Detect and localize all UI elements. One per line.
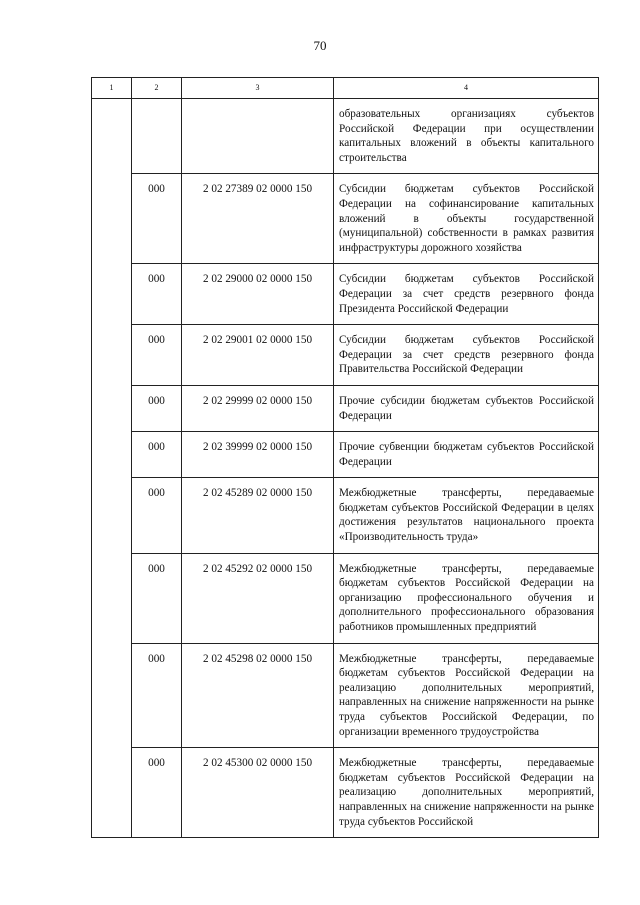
budget-code-cell: 2 02 29999 02 0000 150 bbox=[182, 385, 334, 431]
description-cell: Прочие субсидии бюджетам субъектов Российской Федерации bbox=[334, 385, 599, 431]
table-row bbox=[92, 643, 599, 748]
description-cell: Межбюджетные трансферты, передаваемые бюджетам субъектов Российской Федерации на реализацию дополнительных мероприятий, направленных на снижение напряженности на рынке труда субъектов Российской Федерации, по организации временного трудоустройства bbox=[334, 643, 599, 748]
header-row bbox=[92, 78, 599, 99]
table-row bbox=[92, 325, 599, 386]
table-row bbox=[92, 174, 599, 264]
description-cell: Межбюджетные трансферты, передаваемые бюджетам субъектов Российской Федерации в целях достижения результатов национального проекта «Производительность труда» bbox=[334, 478, 599, 553]
table-row bbox=[92, 432, 599, 478]
group-cell bbox=[92, 99, 132, 838]
column-header-4: 4 bbox=[334, 78, 599, 99]
budget-code-cell: 2 02 27389 02 0000 150 bbox=[182, 174, 334, 264]
budget-code-cell: 2 02 45300 02 0000 150 bbox=[182, 748, 334, 838]
budget-code-cell: 2 02 45298 02 0000 150 bbox=[182, 643, 334, 748]
budget-code-cell: 2 02 45292 02 0000 150 bbox=[182, 553, 334, 643]
column-header-3: 3 bbox=[182, 78, 334, 99]
description-cell: Субсидии бюджетам субъектов Российской Федерации за счет средств резервного фонда Правительства Российской Федерации bbox=[334, 325, 599, 386]
admin-code-cell: 000 bbox=[132, 553, 182, 643]
description-cell: Прочие субвенции бюджетам субъектов Российской Федерации bbox=[334, 432, 599, 478]
column-header-1: 1 bbox=[92, 78, 132, 99]
table-row bbox=[92, 385, 599, 431]
admin-code-cell: 000 bbox=[132, 432, 182, 478]
description-cell: Межбюджетные трансферты, передаваемые бюджетам субъектов Российской Федерации на реализацию дополнительных мероприятий, направленных на снижение напряженности на рынке труда субъектов Российской bbox=[334, 748, 599, 838]
empty-cell bbox=[132, 99, 182, 174]
continuation-description: образовательных организациях субъектов Российской Федерации при осуществлении капитальных вложений в объекты капитального строительства bbox=[334, 99, 599, 174]
budget-code-cell: 2 02 45289 02 0000 150 bbox=[182, 478, 334, 553]
budget-code-cell: 2 02 39999 02 0000 150 bbox=[182, 432, 334, 478]
admin-code-cell: 000 bbox=[132, 174, 182, 264]
admin-code-cell: 000 bbox=[132, 264, 182, 325]
table-row bbox=[92, 748, 599, 838]
description-cell: Субсидии бюджетам субъектов Российской Федерации на софинансирование капитальных вложений в объекты государственной (муниципальной) собственности в рамках развития инфраструктуры дорожного хозяйства bbox=[334, 174, 599, 264]
table-row bbox=[92, 553, 599, 643]
admin-code-cell: 000 bbox=[132, 385, 182, 431]
budget-code-cell: 2 02 29001 02 0000 150 bbox=[182, 325, 334, 386]
table-body bbox=[92, 99, 599, 838]
table-row bbox=[92, 264, 599, 325]
empty-cell bbox=[182, 99, 334, 174]
table-row bbox=[92, 478, 599, 553]
table-header bbox=[92, 78, 599, 99]
description-cell: Межбюджетные трансферты, передаваемые бюджетам субъектов Российской Федерации на организацию профессионального обучения и дополнительного профессионального образования работников промышленных предприятий bbox=[334, 553, 599, 643]
budget-classification-table bbox=[91, 77, 599, 838]
column-header-2: 2 bbox=[132, 78, 182, 99]
budget-code-cell: 2 02 29000 02 0000 150 bbox=[182, 264, 334, 325]
description-cell: Субсидии бюджетам субъектов Российской Федерации за счет средств резервного фонда Президента Российской Федерации bbox=[334, 264, 599, 325]
page-number: 70 bbox=[313, 38, 327, 53]
admin-code-cell: 000 bbox=[132, 478, 182, 553]
admin-code-cell: 000 bbox=[132, 748, 182, 838]
table-row-continuation bbox=[92, 99, 599, 174]
admin-code-cell: 000 bbox=[132, 325, 182, 386]
admin-code-cell: 000 bbox=[132, 643, 182, 748]
